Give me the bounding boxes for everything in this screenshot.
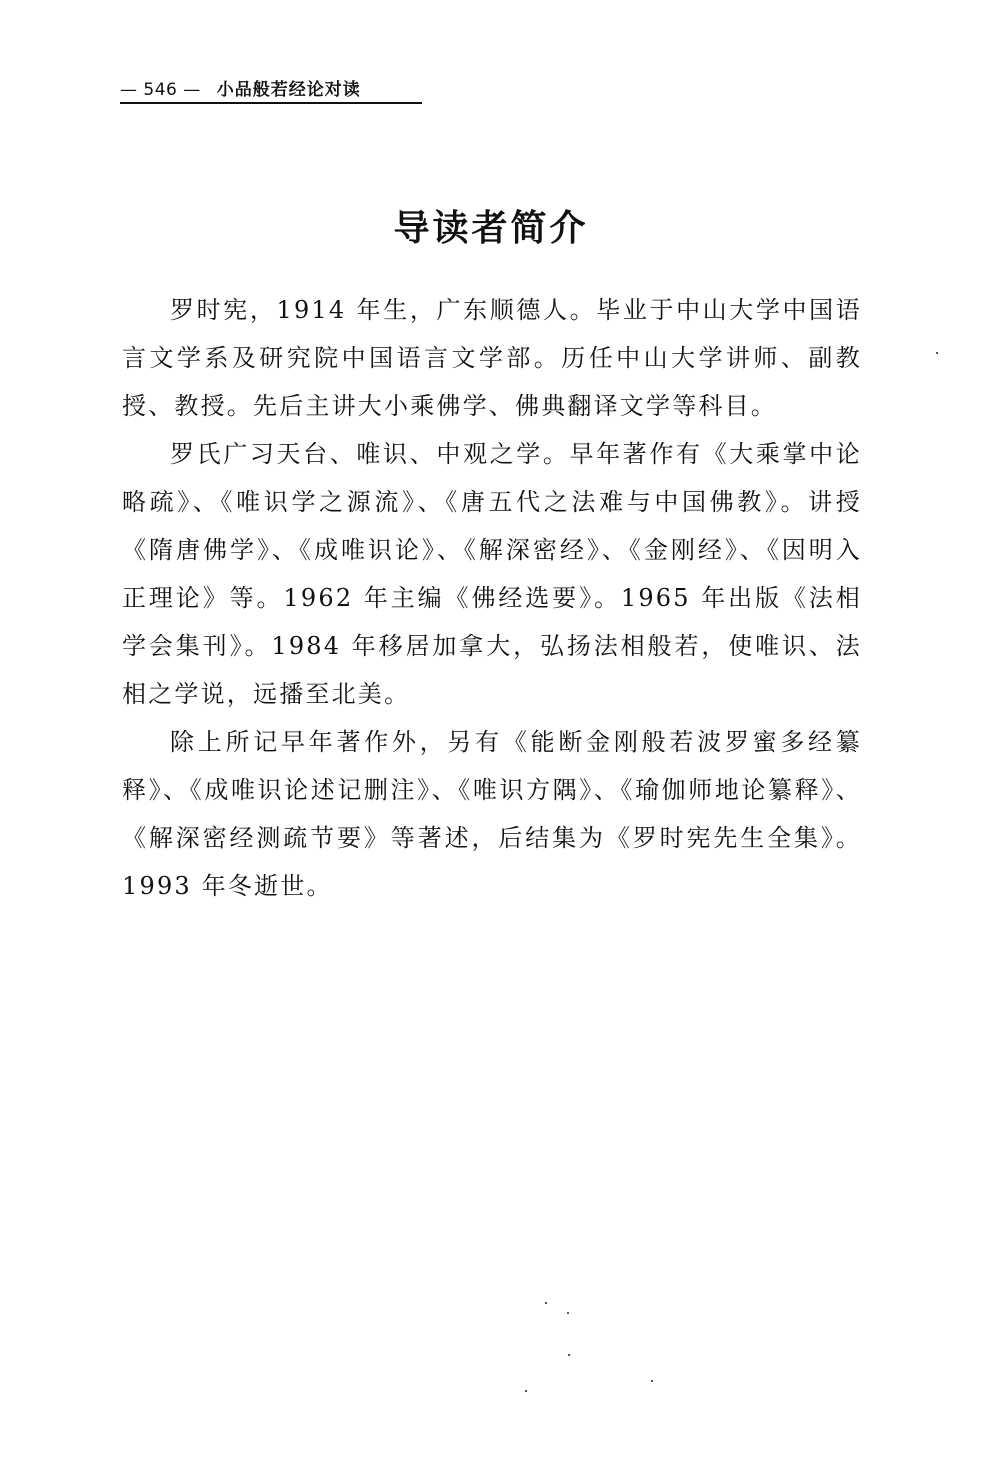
scan-speck	[545, 1302, 547, 1304]
section-title: 导读者简介	[393, 208, 589, 250]
biography-text	[122, 286, 862, 910]
paragraph: 罗时宪，1914 年生，广东顺德人。毕业于中山大学中国语言文学系及研究院中国语言文学部。历任中山大学讲师、副教授、教授。先后主讲大小乘佛学、佛典翻译文学等科目。	[122, 296, 862, 420]
scan-speck	[567, 1312, 569, 1314]
paragraph: 罗氏广习天台、唯识、中观之学。早年著作有《大乘掌中论略疏》、《唯识学之源流》、《唐五代之法难与中国佛教》。讲授《隋唐佛学》、《成唯识论》、《解深密经》、《金刚经》、《因明入正理论》等。1962 年主编《佛经选要》。1965 年出版《法相学会集刊》。1984 年移居加拿大，弘扬法相般若，使唯识、法相之学说，远播至北美。	[122, 440, 862, 708]
scan-speck	[525, 1390, 527, 1392]
page-number: — 546 —	[120, 80, 201, 100]
book-title: 小品般若经论对读	[216, 80, 361, 100]
scan-speck	[651, 1380, 653, 1382]
running-header	[120, 74, 422, 104]
scan-speck	[936, 352, 938, 354]
paragraph: 除上所记早年著作外，另有《能断金刚般若波罗蜜多经纂释》、《成唯识论述记删注》、《唯识方隅》、《瑜伽师地论纂释》、《解深密经测疏节要》等著述，后结集为《罗时宪先生全集》。1993 年冬逝世。	[122, 728, 862, 900]
scan-speck	[568, 1354, 570, 1356]
